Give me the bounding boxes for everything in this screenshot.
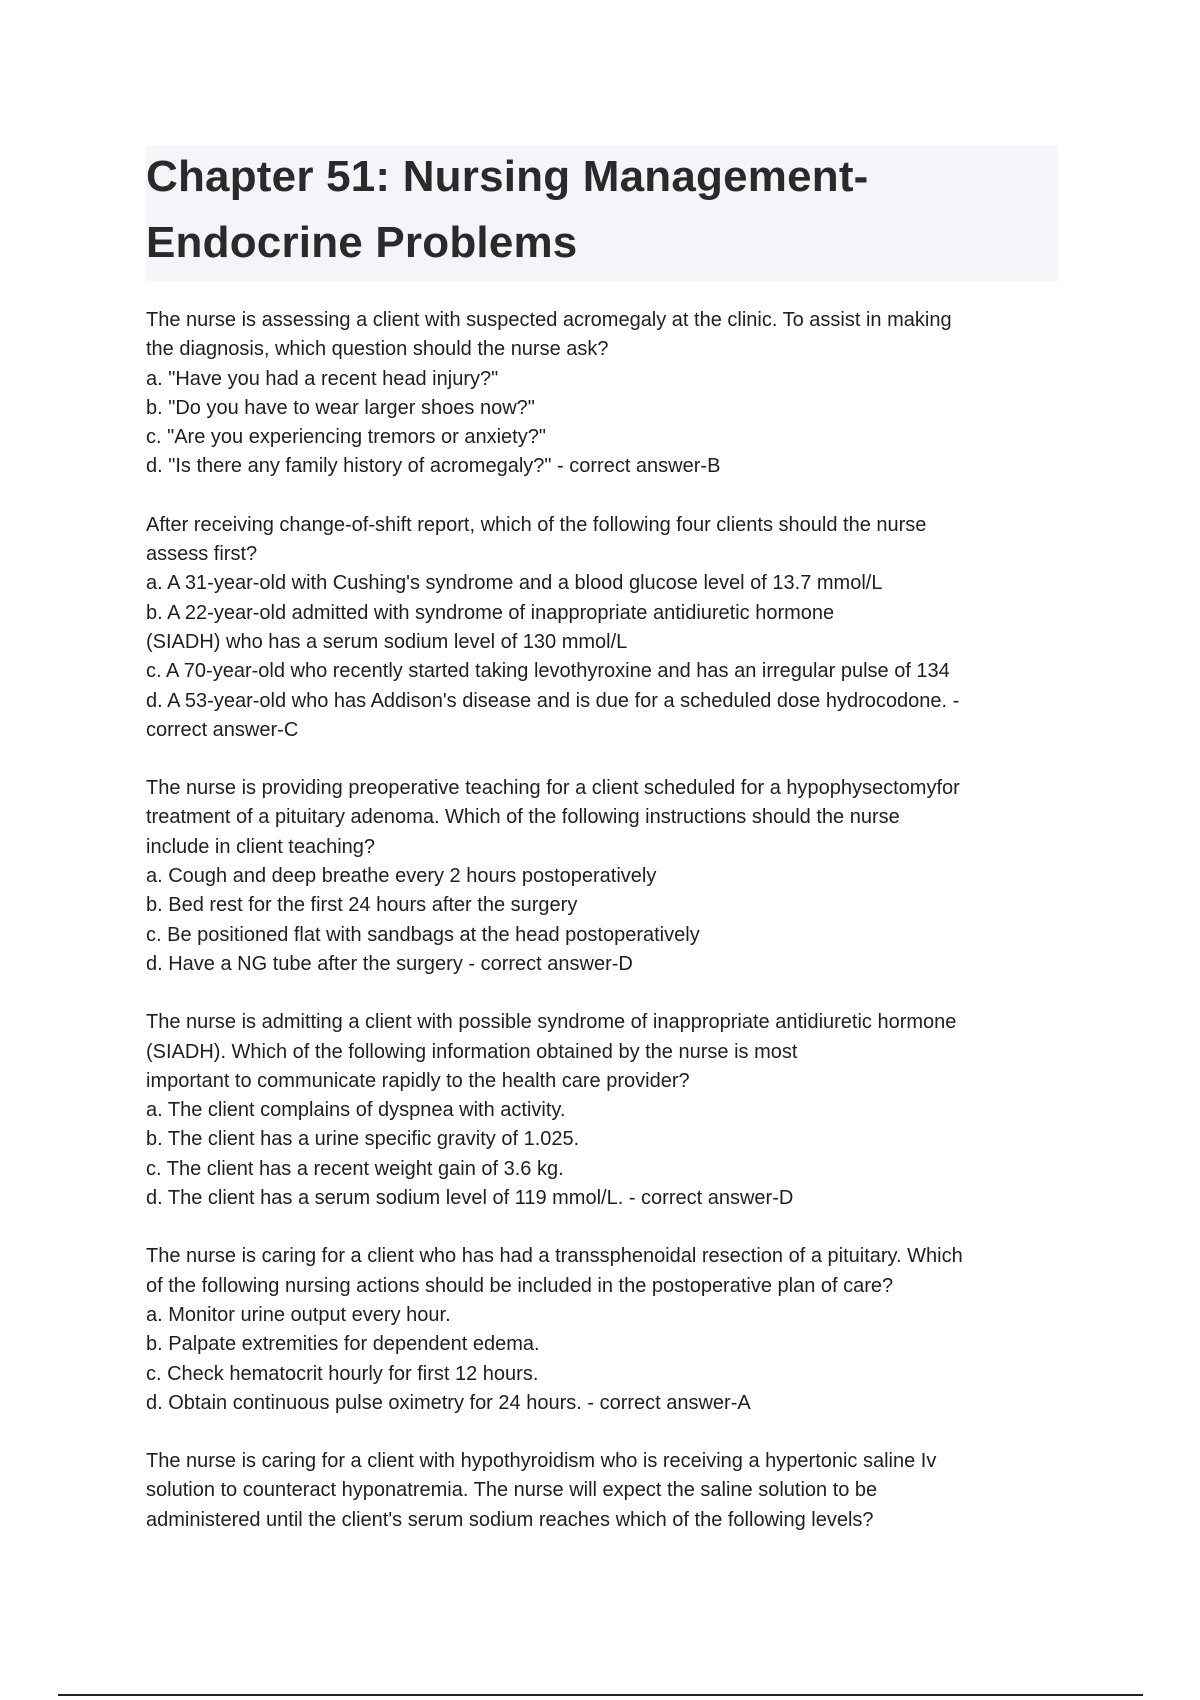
question-line: important to communicate rapidly to the health care provider?	[146, 1069, 690, 1092]
option-line: b. A 22-year-old admitted with syndrome of inappropriate antidiuretic hormone	[146, 601, 835, 624]
option-line: a. Cough and deep breathe every 2 hours postoperatively	[146, 865, 657, 888]
question-line: assess first?	[146, 543, 258, 566]
option-line: c. Be positioned flat with sandbags at the head postoperatively	[146, 923, 700, 946]
option-line: b. Bed rest for the first 24 hours after the surgery	[146, 894, 578, 917]
option-line-with-answer: d. Have a NG tube after the surgery - correct answer-D	[146, 952, 633, 975]
question-line: The nurse is admitting a client with possible syndrome of inappropriate antidiuretic hormone	[146, 1011, 957, 1034]
option-line-with-answer: d. "Is there any family history of acromegaly?" - correct answer-B	[146, 455, 721, 478]
option-line-with-answer: d. The client has a serum sodium level of 119 mmol/L. - correct answer-D	[146, 1187, 794, 1210]
question-line: The nurse is assessing a client with suspected acromegaly at the clinic. To assist in making	[146, 309, 952, 331]
question-line: solution to counteract hyponatremia. The nurse will expect the saline solution to be	[146, 1479, 878, 1502]
question-line: The nurse is caring for a client with hypothyroidism who is receiving a hypertonic saline Iv	[146, 1450, 937, 1473]
option-line-with-answer: d. Obtain continuous pulse oximetry for 24 hours. - correct answer-A	[146, 1391, 751, 1414]
question-line: The nurse is providing preoperative teaching for a client scheduled for a hypophysectomyfor	[146, 777, 960, 800]
title-line-1: Chapter 51: Nursing Management-	[146, 152, 869, 201]
option-line: c. The client has a recent weight gain of 3.6 kg.	[146, 1157, 564, 1180]
footer-divider	[58, 1694, 1143, 1696]
question-line: the diagnosis, which question should the nurse ask?	[146, 338, 609, 361]
option-line: a. "Have you had a recent head injury?"	[146, 367, 499, 390]
question-block-1	[146, 306, 1066, 482]
option-line: b. The client has a urine specific gravity of 1.025.	[146, 1128, 580, 1151]
option-line: d. A 53-year-old who has Addison's disease and is due for a scheduled dose hydrocodone. -	[146, 689, 960, 712]
question-line: After receiving change-of-shift report, which of the following four clients should the nurse	[146, 513, 927, 536]
option-line: a. A 31-year-old with Cushing's syndrome and a blood glucose level of 13.7 mmol/L	[146, 572, 883, 595]
question-line: administered until the client's serum sodium reaches which of the following levels?	[146, 1508, 874, 1531]
option-line: b. "Do you have to wear larger shoes now?"	[146, 396, 535, 419]
option-line: (SIADH) who has a serum sodium level of 130 mmol/L	[146, 630, 628, 653]
question-line: include in client teaching?	[146, 835, 376, 858]
question-block-3	[146, 774, 1066, 979]
option-line: c. "Are you experiencing tremors or anxiety?"	[146, 426, 546, 449]
question-block-2	[146, 511, 1066, 745]
question-line: The nurse is caring for a client who has had a transsphenoidal resection of a pituitary. Which	[146, 1245, 963, 1268]
question-block-4	[146, 1008, 1066, 1213]
option-line: a. Monitor urine output every hour.	[146, 1303, 451, 1326]
question-list	[146, 306, 1066, 1564]
option-line: c. Check hematocrit hourly for first 12 hours.	[146, 1362, 539, 1385]
question-block-6	[146, 1447, 1066, 1535]
question-line: of the following nursing actions should be included in the postoperative plan of care?	[146, 1274, 894, 1297]
option-line: a. The client complains of dyspnea with activity.	[146, 1099, 566, 1122]
option-line: c. A 70-year-old who recently started taking levothyroxine and has an irregular pulse of 134	[146, 660, 950, 683]
title-line-2: Endocrine Problems	[146, 218, 578, 267]
answer-line: correct answer-C	[146, 718, 299, 741]
question-line: (SIADH). Which of the following information obtained by the nurse is most	[146, 1040, 798, 1063]
question-line: treatment of a pituitary adenoma. Which of the following instructions should the nurse	[146, 806, 900, 829]
question-block-5	[146, 1242, 1066, 1418]
page-title	[146, 144, 1046, 276]
option-line: b. Palpate extremities for dependent edema.	[146, 1333, 540, 1356]
